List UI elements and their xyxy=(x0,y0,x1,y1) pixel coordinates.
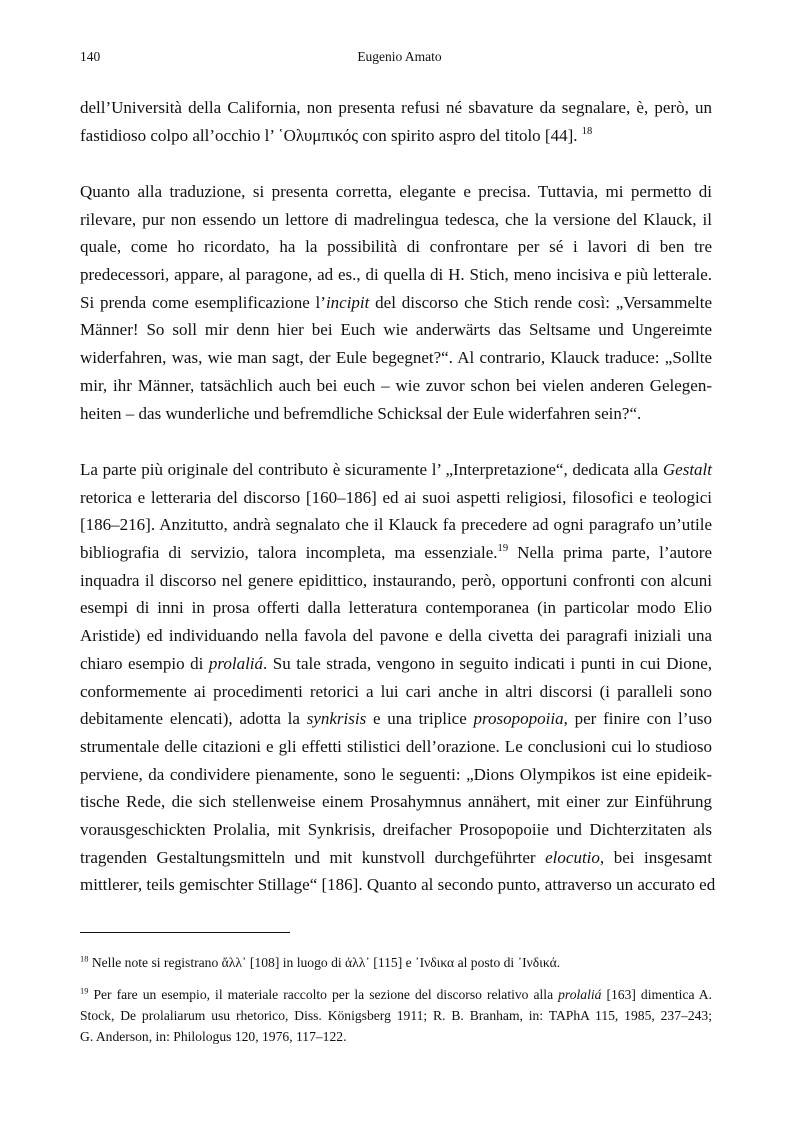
text-segment: e una triplice xyxy=(366,709,474,729)
text-segment: inquadra il discorso nel genere epidittico, instaurando, però, opportuni confronti con alcuni xyxy=(80,570,712,590)
text-segment: Quanto alla traduzione, si presenta corretta, elegante e precisa. Tuttavia, mi permetto di xyxy=(80,182,712,201)
text-segment: mittlerer, teils gemischter Stillage“ [186]. Quanto al secondo punto, attraverso un accurato ed xyxy=(80,875,716,895)
text-line xyxy=(80,984,712,1005)
text-line xyxy=(80,1026,712,1047)
footnote-reference: 19 xyxy=(497,543,509,555)
text-line xyxy=(80,316,712,344)
text-line xyxy=(80,567,712,595)
text-line xyxy=(80,539,712,567)
text-segment: mir, ihr Männer, tatsächlich auch bei euch – wie zuvor schon bei vielen anderen Gelegen- xyxy=(80,375,712,395)
italic-text: incipit xyxy=(325,292,370,312)
text-line xyxy=(80,372,712,400)
text-segment: dell’Università della California, non presenta refusi né sbavature da segnalare, è, però, un xyxy=(80,98,712,117)
text-segment: , bei insgesamt xyxy=(599,847,712,867)
text-segment: del discorso che Stich rende così: „Versammelte xyxy=(369,292,712,312)
italic-text: Gestalt xyxy=(662,460,712,479)
text-line xyxy=(80,344,712,372)
text-segment: La parte più originale del contributo è sicuramente l’ „Interpretazione“, dedicata alla xyxy=(80,460,663,479)
text-segment: retorica e letteraria del discorso [160–186] ed ai suoi aspetti religiosi, filosofici e teologici xyxy=(80,487,712,507)
text-segment: Nella prima parte, l’autore xyxy=(508,543,712,563)
page-number: 140 xyxy=(80,49,101,64)
text-line xyxy=(80,816,712,844)
text-line xyxy=(80,233,712,261)
text-line xyxy=(80,456,712,484)
text-line xyxy=(80,122,712,150)
text-line xyxy=(80,1005,712,1026)
text-line xyxy=(80,788,712,816)
text-segment: tragenden Gestaltungsmitteln und mit kunstvoll durchgeführter xyxy=(80,847,546,867)
footnote-separator xyxy=(80,932,290,933)
text-line xyxy=(80,622,712,650)
footnote-19 xyxy=(80,984,712,1047)
text-segment: heiten – das wunderliche und befremdliche Schicksal der Eule widerfahren sein?“. xyxy=(80,403,642,423)
italic-text: prolaliá xyxy=(558,987,602,1002)
paragraph-3 xyxy=(80,456,716,899)
text-segment: Stock, De prolaliarum usu rhetorico, Diss. Königsberg 1911; R. B. Branham, in: TAPhA 115, 1985, 237–243; xyxy=(80,1008,712,1023)
text-line xyxy=(80,511,712,539)
text-segment: conformemente ai procedimenti retorici a lui cari anche in altri discorsi (i paralleli sono xyxy=(80,681,712,701)
text-segment: Aristide) ed individuando nella favola del pavone e della civetta dei paragrafi iniziali una xyxy=(80,626,712,646)
text-line xyxy=(80,261,712,289)
text-line xyxy=(80,733,712,761)
text-segment: vorausgeschickten Prolalia, mit Synkrisis, dreifacher Prosopopoiie und Dichterzitaten als xyxy=(80,819,712,839)
text-line xyxy=(80,178,712,206)
text-segment: debitamente elencati), adotta la xyxy=(80,709,307,729)
text-line xyxy=(80,844,712,872)
text-line xyxy=(80,206,712,234)
running-header-author: Eugenio Amato xyxy=(357,49,442,64)
text-line xyxy=(80,871,716,899)
text-line xyxy=(80,678,712,706)
italic-text: prosopopoiia xyxy=(473,709,564,729)
text-segment: bibliografia di servizio, talora incompleta, ma essenziale. xyxy=(80,543,498,563)
text-line xyxy=(80,289,712,317)
text-segment: perviene, da condividere pienamente, sono le seguenti: „Dions Olympikos ist eine epideik- xyxy=(80,764,712,784)
text-line xyxy=(80,705,712,733)
text-segment: , per finire con l’uso xyxy=(563,709,712,729)
text-segment: Nelle note si registrano ἄλλ᾽ [108] in luogo di ἀλλ᾽ [115] e ᾿Ινδικα al posto di ᾿Ινδικά. xyxy=(88,955,561,970)
text-segment: . Su tale strada, vengono in seguito indicati i punti in cui Dione, xyxy=(263,653,712,673)
italic-text: elocutio xyxy=(545,847,600,867)
text-segment: chiaro esempio di xyxy=(80,653,209,673)
text-segment: G. Anderson, in: Philologus 120, 1976, 117–122. xyxy=(80,1029,347,1044)
footnote-reference: 18 xyxy=(80,953,89,964)
text-segment: [163] dimentica A. xyxy=(601,987,713,1002)
text-segment: widerfahren, was, wie man sagt, der Eule begegnet?“. Al contrario, Klauck traduce: „Sollte xyxy=(80,348,712,368)
text-segment: quale, come ho ricordato, ha la possibilità di confrontare per sé i lavori di ben tre xyxy=(80,237,712,257)
text-line xyxy=(80,761,712,789)
paragraph-1 xyxy=(80,94,712,149)
text-line xyxy=(80,400,712,428)
text-line xyxy=(80,484,712,512)
text-segment: predecessori, appare, al paragone, ad es., di quella di H. Stich, meno incisiva e più letterale. xyxy=(80,265,712,285)
footnote-reference: 18 xyxy=(581,125,593,137)
text-segment: tische Rede, die sich stellenweise einem Prosahymnus annähert, mit einer zur Einführung xyxy=(80,792,712,812)
text-segment: Per fare un esempio, il materiale raccolto per la sezione del discorso relativo alla xyxy=(88,987,559,1002)
text-line xyxy=(80,94,712,122)
text-segment: rilevare, pur non essendo un lettore di madrelingua tedesca, che la versione del Klauck, il xyxy=(80,209,712,229)
paragraph-2 xyxy=(80,178,712,427)
text-segment: esempi di inni in prosa offerti dalla letteratura contemporanea (in particolar modo Elio xyxy=(80,598,712,618)
footnote-reference: 19 xyxy=(80,985,89,996)
text-segment: Si prenda come esemplificazione l’ xyxy=(80,292,326,312)
text-segment: strumentale delle citazioni e gli effetti stilistici dell’orazione. Le conclusioni cui lo studioso xyxy=(80,736,712,756)
text-segment: fastidioso colpo all’occhio l’ ῾Ολυμπικός con spirito aspro del titolo [44]. xyxy=(80,125,582,145)
text-line xyxy=(80,952,712,973)
italic-text: synkrisis xyxy=(306,709,367,729)
italic-text: prolaliá xyxy=(208,653,264,673)
text-line xyxy=(80,650,712,678)
footnote-18 xyxy=(80,952,712,973)
text-segment: Männer! So soll mir denn hier bei Euch wie anderwärts das Seltsame und Ungereimte xyxy=(80,320,712,340)
text-line xyxy=(80,594,712,622)
text-segment: [186–216]. Anzitutto, andrà segnalato che il Klauck fa precedere ad ogni paragrafo un’utile xyxy=(80,515,712,535)
